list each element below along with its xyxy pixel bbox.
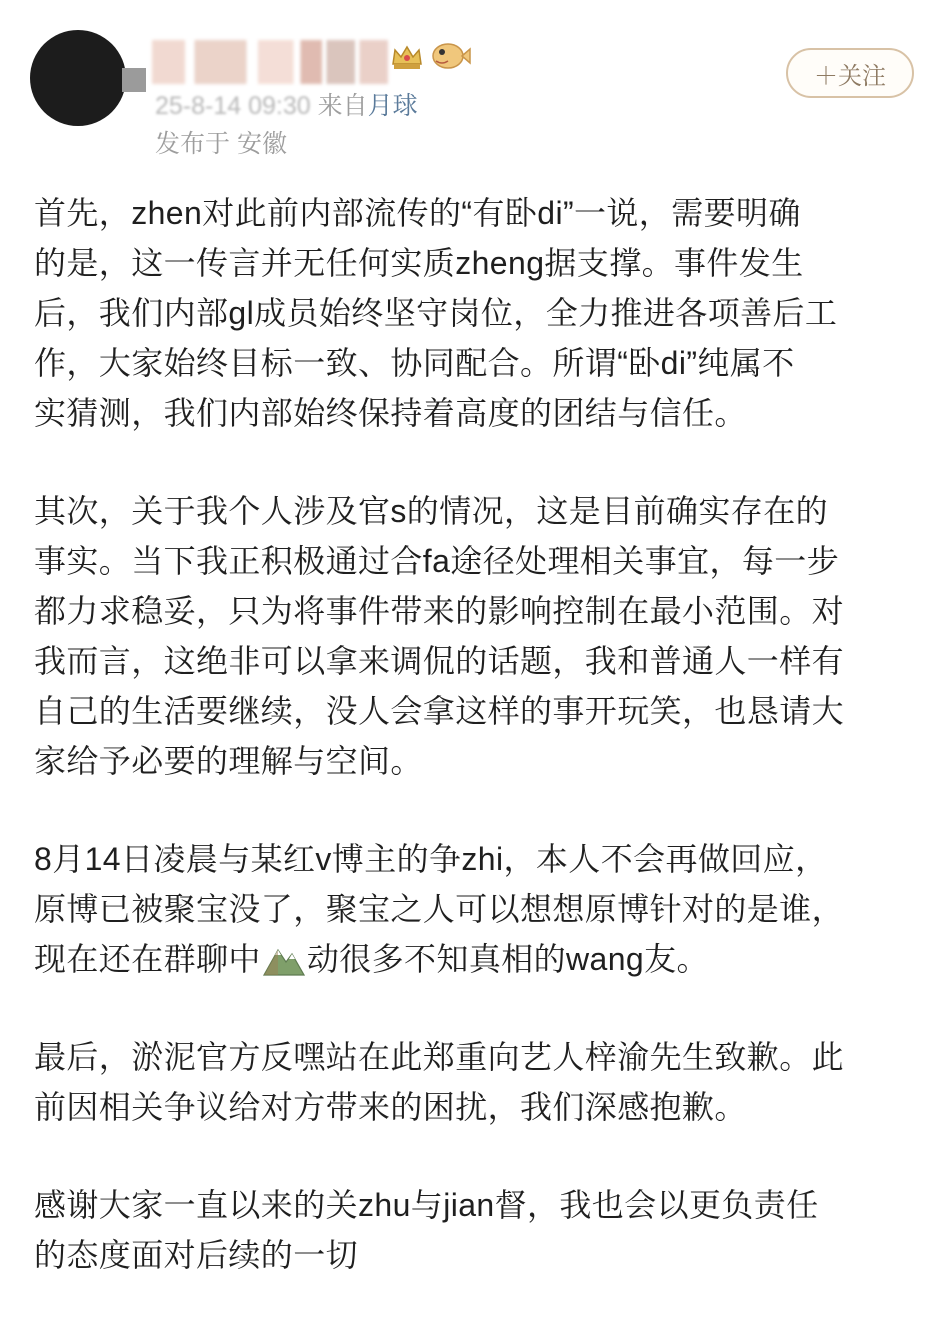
post-meta-time-source: [155, 90, 418, 122]
blurred-avatar-overlay: [122, 68, 146, 92]
source-link[interactable]: 月球: [367, 92, 418, 120]
blurred-username[interactable]: [152, 40, 388, 84]
follow-button[interactable]: ＋关注: [786, 48, 914, 98]
mountain-emoji-icon: [263, 942, 305, 976]
avatar[interactable]: [30, 30, 126, 126]
paragraph-3: [34, 834, 916, 984]
paragraph-3-text-before-emoji: 8月14日凌晨与某红v博主的争zhi，本人不会再做回应， 原博已被聚宝没了，聚宝之人可以想想原博针对的是谁， 现在还在群聊中: [34, 841, 845, 977]
post-time: 25-8-14 09:30: [155, 92, 311, 120]
post-location: 发布于 安徽: [155, 130, 287, 158]
paragraph-4: 最后，淤泥官方反嘿站在此郑重向艺人梓渝先生致歉。此 前因相关争议给对方带来的困扰，我们深感抱歉。: [34, 1039, 845, 1125]
post-header: [0, 0, 948, 170]
paragraph-5: 感谢大家一直以来的关zhu与jian督，我也会以更负责任 的态度面对后续的一切: [34, 1187, 819, 1273]
source-prefix: 来自: [310, 92, 368, 120]
post-content: [34, 188, 916, 1280]
paragraph-2: 其次，关于我个人涉及官s的情况，这是目前确实存在的 事实。当下我正积极通过合fa途径处理相关事宜，每一步 都力求稳妥，只为将事件带来的影响控制在最小范围。对 我而言，这绝非可以拿来调侃的话题，我和普通人一样有 自己的生活要继续，没人会拿这样的事开玩笑，也恳请大 家给予必要的理解与空间。: [34, 493, 845, 779]
paragraph-1: 首先，zhen对此前内部流传的“有卧di”一说，需要明确 的是，这一传言并无任何实质zheng据支撑。事件发生 后，我们内部gl成员始终坚守岗位，全力推进各项善后工 作，大家始终目标一致、协同配合。所谓“卧di”纯属不 实猜测，我们内部始终保持着高度的团结与信任。: [34, 195, 838, 431]
crown-icon: [390, 42, 424, 72]
paragraph-3-text-after-emoji: 动很多不知真相的wang友。: [306, 941, 709, 977]
pufferfish-icon: [428, 38, 472, 74]
